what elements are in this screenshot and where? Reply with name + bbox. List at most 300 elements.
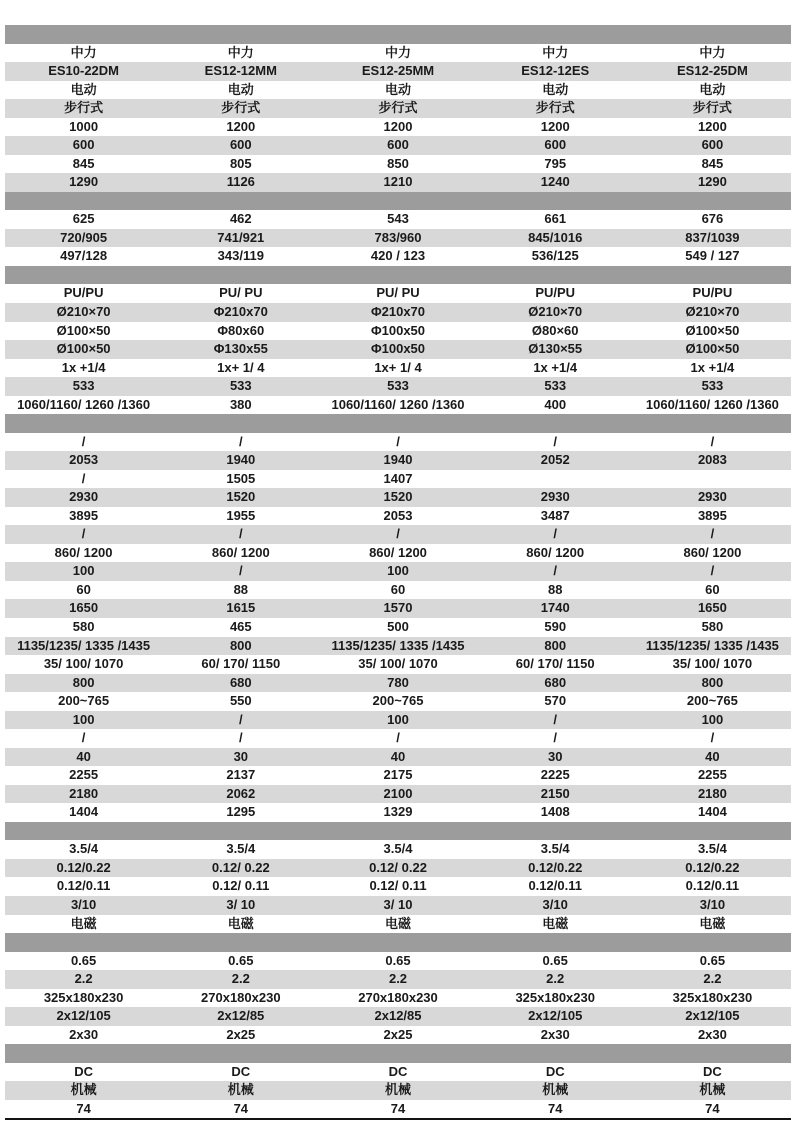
table-row	[5, 173, 791, 192]
table-cell: 1408	[540, 804, 570, 820]
table-cell: 2x30	[697, 1026, 727, 1042]
section-divider-bar	[5, 192, 791, 211]
table-cell: 60	[76, 581, 91, 597]
table-row	[5, 155, 791, 174]
table-cell: Ø210×70	[528, 303, 583, 319]
table-cell: 533	[229, 378, 252, 394]
table-cell: 1060/1160/ 1260 /1360	[331, 396, 465, 412]
table-row	[5, 989, 791, 1008]
table-row	[5, 44, 791, 63]
table-cell: 机械	[699, 1082, 726, 1098]
table-cell: DC	[74, 1063, 93, 1079]
table-cell: 2053	[69, 452, 99, 468]
table-cell: ES10-22DM	[48, 63, 119, 79]
table-row	[5, 507, 791, 526]
table-cell: 2062	[226, 785, 256, 801]
table-cell: 100	[387, 563, 409, 579]
table-row	[5, 562, 791, 581]
table-cell: 3487	[540, 507, 570, 523]
table-cell: 1520	[226, 489, 256, 505]
table-cell: 步行式	[692, 100, 732, 116]
table-cell: 1200	[226, 118, 256, 134]
table-cell: 电磁	[699, 915, 726, 931]
table-cell: 1650	[697, 600, 727, 616]
table-cell: 3.5/4	[226, 841, 256, 857]
table-cell: /	[396, 433, 400, 449]
table-cell: ES12-25MM	[361, 63, 435, 79]
table-cell: 2180	[69, 785, 99, 801]
table-cell: 1955	[226, 507, 256, 523]
table-row	[5, 377, 791, 396]
table-cell: 电动	[227, 81, 254, 97]
table-cell: /	[710, 526, 715, 542]
table-cell: 200~765	[372, 693, 424, 709]
table-cell: 2x12/105	[56, 1008, 111, 1024]
table-row	[5, 488, 791, 507]
table-cell: 200~765	[686, 693, 738, 709]
table-row	[5, 247, 791, 266]
table-cell: 800	[72, 674, 95, 690]
table-cell: PU/ PU	[376, 285, 420, 301]
table-cell: 805	[229, 155, 252, 171]
table-row	[5, 99, 791, 118]
table-cell: 2083	[697, 452, 727, 468]
table-cell: 800	[701, 674, 724, 690]
table-cell: 570	[544, 693, 567, 709]
section-divider-bar	[5, 822, 791, 841]
table-cell: PU/PU	[63, 285, 104, 301]
table-cell: 0.12/ 0.11	[369, 878, 427, 894]
table-cell: 2x25	[226, 1026, 256, 1042]
table-cell: 2x30	[69, 1026, 99, 1042]
table-cell: DC	[231, 1063, 251, 1079]
table-cell: 795	[544, 155, 567, 171]
table-cell: 电磁	[227, 915, 254, 931]
table-row	[5, 451, 791, 470]
table-cell: 100	[72, 563, 95, 579]
table-cell: 590	[544, 619, 567, 634]
table-cell: 780	[387, 674, 409, 690]
table-cell: 0.12/ 0.22	[211, 859, 270, 875]
section-divider-bar	[5, 1044, 791, 1063]
table-cell: Φ210x70	[370, 303, 426, 319]
table-cell: 2.2	[388, 971, 408, 987]
table-cell: 200~765	[58, 693, 110, 709]
table-cell: /	[238, 526, 243, 542]
table-cell: 2052	[540, 452, 570, 468]
table-cell: Φ100x50	[370, 322, 426, 338]
table-cell: 0.12/ 0.22	[369, 859, 427, 875]
table-cell: Ø100×50	[685, 322, 740, 338]
table-cell: 1290	[697, 174, 727, 190]
table-cell: 0.65	[385, 952, 411, 968]
table-cell: Ø100×50	[56, 341, 111, 357]
table-cell: 60	[705, 581, 720, 597]
table-cell: 600	[387, 137, 409, 153]
table-cell: Ø80×60	[531, 322, 579, 338]
table-cell: 1295	[226, 804, 256, 820]
table-cell: 步行式	[378, 100, 418, 116]
table-row	[5, 711, 791, 730]
table-cell: 1135/1235/ 1335 /1435	[331, 637, 465, 653]
table-cell: 3/10	[699, 896, 726, 912]
table-cell: 电磁	[542, 915, 569, 931]
table-cell: 40	[390, 748, 406, 764]
table-cell: 533	[701, 378, 724, 394]
table-cell: 600	[544, 137, 567, 153]
table-cell: 88	[233, 581, 249, 597]
table-row	[5, 859, 791, 878]
table-cell: Ø210×70	[56, 303, 111, 319]
table-cell: 电动	[699, 81, 726, 97]
table-cell: 661	[544, 211, 567, 227]
table-row	[5, 210, 791, 229]
table-row	[5, 803, 791, 822]
table-cell: 860/ 1200	[211, 544, 270, 560]
table-row	[5, 674, 791, 693]
table-row	[5, 655, 791, 674]
table-cell: /	[238, 433, 243, 449]
table-cell: /	[238, 730, 243, 746]
table-cell: 3/10	[70, 896, 97, 912]
table-cell: 30	[233, 748, 249, 764]
table-cell: Ø210×70	[685, 303, 740, 319]
table-row	[5, 284, 791, 303]
table-cell: 845/1016	[528, 229, 583, 245]
table-cell: 3895	[69, 507, 99, 523]
table-cell: 1240	[540, 174, 570, 190]
table-cell: 462	[229, 211, 252, 227]
table-cell: 1329	[383, 804, 413, 820]
table-cell: 1x +1/4	[61, 359, 106, 375]
table-cell: 325x180x230	[43, 989, 124, 1005]
table-cell: 1060/1160/ 1260 /1360	[645, 396, 779, 412]
table-cell: 3/ 10	[226, 896, 256, 912]
table-cell: DC	[703, 1063, 722, 1079]
table-cell: 74	[390, 1100, 406, 1116]
table-cell: DC	[545, 1063, 565, 1079]
table-cell: 497/128	[60, 248, 108, 264]
table-cell: 中力	[227, 44, 254, 60]
table-cell: 74	[76, 1100, 91, 1116]
table-cell: /	[81, 433, 86, 449]
table-cell: 600	[72, 137, 95, 153]
table-cell: 720/905	[60, 229, 108, 245]
table-row	[5, 599, 791, 618]
table-cell: 2x30	[540, 1026, 570, 1042]
table-cell: 3/ 10	[383, 896, 413, 912]
table-cell: PU/ PU	[219, 285, 263, 301]
table-cell: 60/ 170/ 1150	[201, 656, 281, 672]
table-cell: 35/ 100/ 1070	[43, 656, 124, 672]
table-cell: 1060/1160/ 1260 /1360	[17, 396, 151, 412]
table-cell: 860/ 1200	[683, 544, 742, 560]
table-cell: 600	[701, 137, 724, 153]
table-cell: 中力	[699, 44, 726, 60]
table-cell: /	[396, 730, 400, 746]
table-cell: 35/ 100/ 1070	[358, 656, 438, 672]
table-cell: 74	[547, 1100, 563, 1116]
table-cell: 2175	[383, 767, 413, 783]
table-cell: 0.65	[542, 952, 568, 968]
table-cell: PU/PU	[535, 285, 576, 301]
table-cell: 2.2	[74, 971, 93, 987]
table-cell: 3.5/4	[697, 841, 727, 857]
table-cell: 1505	[226, 470, 256, 486]
table-cell: 533	[544, 378, 567, 394]
table-row	[5, 525, 791, 544]
table-cell: 3/10	[542, 896, 568, 912]
table-row	[5, 840, 791, 859]
table-row	[5, 952, 791, 971]
table-cell: 3895	[697, 507, 727, 523]
table-cell: 580	[72, 619, 95, 634]
table-cell: 2.2	[546, 971, 565, 987]
table-cell: /	[81, 730, 86, 746]
table-cell: 2.2	[703, 971, 722, 987]
table-cell: 1x+ 1/ 4	[374, 359, 422, 375]
table-row	[5, 136, 791, 155]
table-cell: 机械	[70, 1082, 97, 1098]
table-cell: 465	[229, 619, 252, 634]
table-cell: 3.5/4	[69, 841, 99, 857]
table-row	[5, 359, 791, 378]
table-cell: 2137	[226, 767, 256, 783]
table-row	[5, 1007, 791, 1026]
table-cell: 1615	[226, 600, 256, 616]
table-cell: 850	[387, 155, 409, 171]
table-cell: 2930	[69, 489, 99, 505]
table-cell: 533	[72, 378, 95, 394]
table-cell: 0.12/0.11	[56, 878, 111, 894]
table-cell: 380	[229, 396, 252, 412]
table-row	[5, 692, 791, 711]
table-cell: 中力	[542, 44, 569, 60]
table-row	[5, 544, 791, 563]
table-cell: 中力	[385, 44, 412, 60]
table-cell: 电动	[385, 81, 412, 97]
table-cell: 860/ 1200	[54, 544, 113, 560]
table-cell: 680	[229, 674, 252, 690]
table-cell: 860/ 1200	[369, 544, 427, 560]
table-cell: 400	[544, 396, 567, 412]
table-cell: 325x180x230	[672, 989, 753, 1005]
table-row	[5, 229, 791, 248]
table-cell: DC	[388, 1063, 408, 1079]
table-cell: 2.2	[231, 971, 250, 987]
table-cell: 1x +1/4	[533, 359, 578, 375]
table-cell: /	[710, 433, 715, 449]
table-cell: ES12-12ES	[521, 63, 590, 79]
table-cell: /	[553, 433, 558, 449]
table-cell: 1740	[540, 600, 570, 616]
table-cell: /	[710, 563, 715, 579]
table-cell: 中力	[70, 44, 97, 60]
table-cell: 1520	[383, 489, 413, 505]
table-row	[5, 1100, 791, 1119]
table-row	[5, 62, 791, 81]
table-cell: 0.12/0.22	[685, 859, 740, 875]
table-cell: 1126	[226, 174, 255, 190]
table-row	[5, 81, 791, 100]
table-cell: 1200	[540, 118, 570, 134]
table-cell: 549 / 127	[685, 248, 740, 264]
table-cell: 2930	[540, 489, 570, 505]
table-cell: 1000	[69, 118, 99, 134]
table-cell: 680	[544, 674, 567, 690]
table-cell: 676	[701, 211, 724, 227]
table-cell: 2x12/85	[217, 1008, 265, 1024]
table-cell: 343/119	[217, 248, 264, 264]
table-cell: 40	[76, 748, 91, 764]
table-cell: 536/125	[531, 248, 579, 264]
table-cell: 1135/1235/ 1335 /1435	[645, 637, 779, 653]
table-row	[5, 766, 791, 785]
table-cell: 2x12/105	[528, 1008, 583, 1024]
table-row	[5, 1026, 791, 1045]
table-cell: Ø100×50	[685, 341, 740, 357]
table-row	[5, 915, 791, 934]
table-cell: 74	[705, 1100, 720, 1116]
table-cell: 35/ 100/ 1070	[672, 656, 753, 672]
table-cell: 845	[701, 155, 724, 171]
table-cell: 2255	[697, 767, 727, 783]
table-row	[5, 1081, 791, 1100]
table-cell: 845	[72, 155, 95, 171]
section-divider-bar	[5, 414, 791, 433]
table-row	[5, 433, 791, 452]
table-cell: 1x +1/4	[690, 359, 735, 375]
table-cell: 2180	[697, 785, 727, 801]
table-cell: 783/960	[374, 229, 422, 245]
table-cell: 1940	[383, 452, 413, 468]
table-row	[5, 785, 791, 804]
table-cell: 1x+ 1/ 4	[217, 359, 265, 375]
table-cell: 270x180x230	[358, 989, 438, 1005]
table-cell: PU/PU	[692, 285, 733, 301]
table-cell: 325x180x230	[515, 989, 595, 1005]
table-cell: 30	[547, 748, 563, 764]
table-cell: 0.65	[70, 952, 97, 968]
table-cell: ES12-12MM	[204, 63, 277, 79]
table-cell: /	[396, 526, 400, 542]
spec-table	[5, 25, 791, 1120]
table-cell: Ø100×50	[56, 322, 111, 338]
table-cell: 0.65	[228, 952, 254, 968]
table-cell: /	[81, 526, 86, 542]
table-row	[5, 896, 791, 915]
table-cell: /	[238, 563, 243, 579]
table-cell: 270x180x230	[201, 989, 281, 1005]
table-cell: 1404	[697, 804, 727, 820]
table-cell: 1290	[69, 174, 99, 190]
table-cell: 1200	[697, 118, 727, 134]
table-row	[5, 1063, 791, 1082]
table-cell: 533	[387, 378, 409, 394]
table-cell: 电动	[70, 81, 97, 97]
table-cell: 电磁	[385, 915, 412, 931]
table-row	[5, 618, 791, 637]
table-row	[5, 118, 791, 137]
table-cell: /	[81, 470, 86, 486]
table-cell: 0.65	[699, 952, 726, 968]
table-cell: 0.12/0.11	[528, 878, 582, 894]
table-cell: 625	[72, 211, 95, 227]
table-cell: /	[553, 730, 558, 746]
table-cell: 3.5/4	[383, 841, 413, 857]
table-cell: 550	[229, 693, 252, 709]
section-divider-bar	[5, 25, 791, 44]
table-row	[5, 303, 791, 322]
table-cell: 机械	[227, 1082, 254, 1098]
table-cell: 600	[229, 137, 252, 153]
table-cell: ES12-25DM	[677, 63, 748, 79]
table-cell: 2x12/85	[374, 1008, 422, 1024]
table-cell: 580	[701, 619, 724, 634]
table-cell: 机械	[385, 1082, 412, 1098]
table-cell: 2225	[540, 767, 570, 783]
table-cell: 1940	[226, 452, 256, 468]
table-cell: 1200	[383, 118, 413, 134]
table-row	[5, 729, 791, 748]
table-row	[5, 396, 791, 415]
table-cell: /	[238, 711, 243, 727]
table-cell: 88	[547, 581, 563, 597]
table-cell: 机械	[542, 1082, 569, 1098]
table-cell: 100	[387, 711, 409, 727]
table-cell: 步行式	[64, 100, 104, 116]
table-row	[5, 470, 791, 489]
table-cell: 2150	[540, 785, 570, 801]
table-cell: 3.5/4	[540, 841, 570, 857]
table-cell: Ø130×55	[528, 341, 583, 357]
table-cell: 1407	[383, 470, 413, 486]
table-cell: 40	[705, 748, 720, 764]
table-cell: 电动	[542, 81, 569, 97]
table-cell: 2930	[697, 489, 727, 505]
table-cell: 0.12/0.11	[685, 878, 740, 894]
section-divider-bar	[5, 933, 791, 952]
table-cell: 步行式	[221, 100, 261, 116]
table-cell: 860/ 1200	[526, 544, 585, 560]
table-cell: /	[553, 711, 558, 727]
table-cell: Φ130x55	[213, 341, 268, 357]
table-cell: 543	[387, 211, 409, 227]
table-cell: 1404	[69, 804, 99, 820]
table-cell: Φ210x70	[213, 303, 268, 319]
table-row	[5, 340, 791, 359]
table-cell: 100	[72, 711, 95, 727]
table-cell: 800	[229, 637, 252, 653]
table-cell: /	[553, 526, 558, 542]
table-cell: 60/ 170/ 1150	[515, 656, 595, 672]
table-cell: 1135/1235/ 1335 /1435	[17, 637, 151, 653]
table-cell: 800	[544, 637, 567, 653]
table-cell: 0.12/0.22	[56, 859, 111, 875]
table-cell: 100	[701, 711, 724, 727]
table-cell: 500	[387, 619, 409, 634]
table-row	[5, 322, 791, 341]
table-cell: 741/921	[217, 229, 265, 245]
table-cell: 2255	[69, 767, 99, 783]
table-cell: Φ100x50	[370, 341, 426, 357]
table-cell: 2100	[383, 785, 413, 801]
table-cell: 2053	[383, 507, 413, 523]
table-row	[5, 748, 791, 767]
table-cell: /	[710, 730, 715, 746]
table-cell: 0.12/0.22	[528, 859, 583, 875]
table-row	[5, 970, 791, 989]
